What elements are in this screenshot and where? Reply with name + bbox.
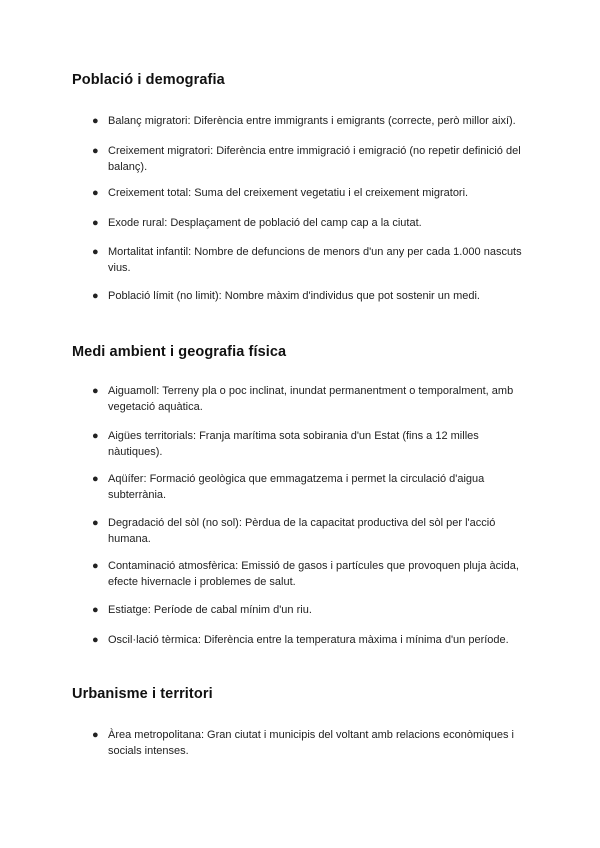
section-title-poblacio: Població i demografia [72, 72, 225, 88]
bullet-icon: ● [92, 604, 99, 616]
bullet-icon: ● [92, 430, 99, 442]
bullet-icon: ● [92, 634, 99, 646]
list-item: Aiguamoll: Terreny pla o poc inclinat, inundat permanentment o temporalment, amb vegetació aquàtica. [108, 385, 514, 413]
list-item: Estiatge: Període de cabal mínim d'un riu. [108, 604, 312, 616]
bullet-icon: ● [92, 473, 99, 485]
bullet-icon: ● [92, 517, 99, 529]
list-item: Creixement total: Suma del creixement vegetatiu i el creixement migratori. [108, 187, 469, 199]
list-item: Aqüífer: Formació geològica que emmagatzema i permet la circulació d'aigua subterrània. [108, 473, 485, 501]
bullet-icon: ● [92, 290, 99, 302]
list-item: Aigües territorials: Franja marítima sota sobirania d'un Estat (fins a 12 milles nàutiques). [108, 430, 479, 458]
bullet-icon: ● [92, 729, 99, 741]
list-item: Àrea metropolitana: Gran ciutat i municipis del voltant amb relacions econòmiques i socials intenses. [108, 729, 514, 757]
section-title-medi-ambient: Medi ambient i geografia física [72, 344, 287, 360]
list-item: Exode rural: Desplaçament de població del camp cap a la ciutat. [108, 217, 422, 229]
list-item: Balanç migratori: Diferència entre immigrants i emigrants (correcte, però millor així). [108, 115, 516, 127]
bullet-icon: ● [92, 187, 99, 199]
list-item: Degradació del sòl (no sol): Pèrdua de la capacitat productiva del sòl per l'acció humana. [108, 517, 496, 545]
list-item: Oscil·lació tèrmica: Diferència entre la temperatura màxima i mínima d'un període. [108, 634, 509, 646]
bullet-icon: ● [92, 115, 99, 127]
list-item: Contaminació atmosfèrica: Emissió de gasos i partícules que provoquen pluja àcida, efecte hivernacle i problemes de salut. [108, 560, 519, 588]
bullet-icon: ● [92, 560, 99, 572]
list-item: Població límit (no limit): Nombre màxim d'individus que pot sostenir un medi. [108, 290, 480, 302]
list-item: Mortalitat infantil: Nombre de defuncions de menors d'un any per cada 1.000 nascuts vius. [108, 246, 522, 274]
bullet-icon: ● [92, 385, 99, 397]
section-title-urbanisme: Urbanisme i territori [72, 686, 213, 702]
bullet-icon: ● [92, 145, 99, 157]
list-item: Creixement migratori: Diferència entre immigració i emigració (no repetir definició del balanç). [108, 145, 521, 173]
bullet-icon: ● [92, 217, 99, 229]
bullet-icon: ● [92, 246, 99, 258]
